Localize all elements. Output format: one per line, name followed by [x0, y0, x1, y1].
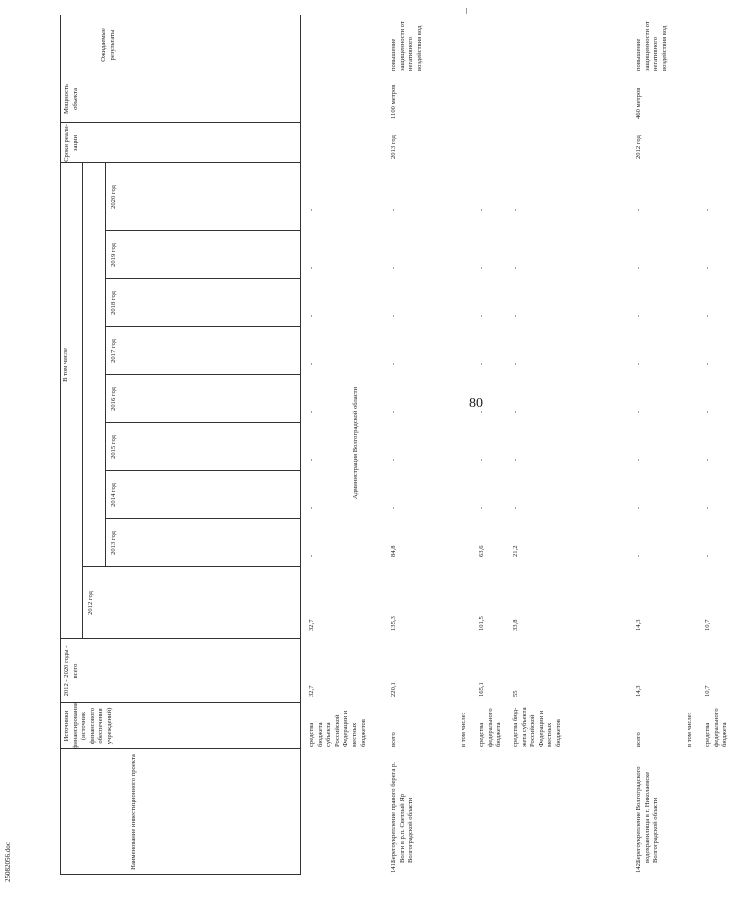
- project-row-value: -: [704, 208, 711, 211]
- project-row-total: 55: [512, 690, 519, 697]
- table-top-border: [60, 15, 61, 875]
- project-row-value: -: [635, 314, 642, 317]
- top-row-value: -: [308, 362, 315, 365]
- document-filename: 25082056.doc: [4, 842, 12, 882]
- project-row-value: -: [478, 458, 485, 461]
- project-row-value: 14,3: [635, 619, 642, 631]
- project-row-source: в том числе:: [460, 712, 467, 747]
- header-year-2015: 2015 год: [110, 435, 117, 459]
- project-row-total: 165,1: [478, 682, 485, 697]
- col-line: [105, 518, 300, 519]
- project-row-value: -: [478, 506, 485, 509]
- project-row-source: средства федерального бюджета: [704, 708, 729, 747]
- project-name: Берегоукрепление правого берега р. Волги в р.п. Светлый Яр Волгоградской области: [390, 762, 415, 863]
- project-row-source: всего: [390, 732, 397, 747]
- project-row-value: -: [478, 362, 485, 365]
- col-line: [105, 230, 300, 231]
- years-top-border: [82, 163, 83, 639]
- project-row-value: -: [704, 314, 711, 317]
- project-row-value: 135,3: [390, 616, 397, 631]
- project-row-value: -: [390, 362, 397, 365]
- project-row-source: средства бюд-жета субъекта Российской Федерации и местных бюджетов: [512, 707, 562, 747]
- project-row-value: -: [390, 506, 397, 509]
- project-row-value: 10,7: [704, 619, 711, 631]
- project-row-value: -: [512, 208, 519, 211]
- top-row-value: -: [308, 458, 315, 461]
- project-results: повышение защищенности от негативного воздействия вод: [635, 21, 668, 71]
- project-name: Берегоукрепление Волгоградского водохранилища в г. Николаевске Волгоградской области: [635, 766, 660, 863]
- project-terms: 2013 год: [390, 135, 397, 159]
- project-row-value: -: [478, 208, 485, 211]
- header-capacity: Мощность объекта: [63, 84, 79, 114]
- project-row-value: -: [512, 266, 519, 269]
- project-row-value: -: [390, 458, 397, 461]
- project-row-value: -: [635, 410, 642, 413]
- project-row-value: 33,8: [512, 619, 519, 631]
- project-row-value: -: [704, 362, 711, 365]
- project-row-value: -: [704, 506, 711, 509]
- top-row-value: -: [308, 314, 315, 317]
- project-row-value: -: [478, 410, 485, 413]
- project-row-value: -: [512, 506, 519, 509]
- project-row-value: -: [635, 208, 642, 211]
- header-year-2014: 2014 год: [110, 483, 117, 507]
- project-capacity: 1100 метров: [390, 84, 397, 119]
- top-row-value: 32,7: [308, 619, 315, 631]
- col-line: [60, 162, 300, 163]
- project-row-value: 21,2: [512, 545, 519, 557]
- col-line: [60, 122, 300, 123]
- header-year-2018: 2018 год: [110, 291, 117, 315]
- project-row-value: 101,5: [478, 616, 485, 631]
- header-year-2017: 2017 год: [110, 339, 117, 363]
- top-row-value: -: [308, 266, 315, 269]
- project-row-value: -: [512, 458, 519, 461]
- project-row-value: -: [704, 458, 711, 461]
- header-project-name: Наименование инвестиционного проекта: [130, 754, 137, 870]
- col-line: [105, 278, 300, 279]
- top-row-value: -: [308, 208, 315, 211]
- project-row-value: -: [704, 266, 711, 269]
- header-terms: Сроки реали-зации: [63, 124, 79, 162]
- col-line: [105, 422, 300, 423]
- header-funding-source: Источники финансирования (источник финансового обеспечения учреждений): [63, 702, 113, 749]
- project-row-value: -: [704, 410, 711, 413]
- project-row-total: 220,1: [390, 682, 397, 697]
- top-row-value: -: [308, 506, 315, 509]
- col-line: [105, 470, 300, 471]
- header-results: Ожидаемые результаты: [100, 28, 116, 62]
- scan-mark: [466, 8, 467, 14]
- header-total: 2012 - 2020 годы - всего: [63, 645, 79, 697]
- project-row-value: -: [390, 266, 397, 269]
- project-row-value: -: [390, 208, 397, 211]
- header-including: В том числе: [62, 348, 69, 382]
- project-row-total: 14,3: [635, 685, 642, 697]
- project-row-value: -: [635, 506, 642, 509]
- project-row-value: 63,6: [478, 545, 485, 557]
- project-row-value: -: [512, 410, 519, 413]
- admin-row-label: Администрация Волгоградской области: [352, 386, 359, 499]
- project-row-value: 84,8: [390, 545, 397, 557]
- project-row-value: -: [635, 362, 642, 365]
- project-row-value: -: [390, 314, 397, 317]
- project-row-source: средства федерального бюджета: [478, 708, 503, 747]
- project-row-value: -: [512, 362, 519, 365]
- col-line: [105, 326, 300, 327]
- project-row-value: -: [478, 266, 485, 269]
- project-terms: 2012 год: [635, 135, 642, 159]
- project-row-value: -: [635, 266, 642, 269]
- project-number: 142.: [635, 861, 642, 873]
- top-row-value: -: [308, 554, 315, 557]
- top-row-source: средства бюджета субъекта Российской Федерации и местных бюджетов: [308, 710, 367, 747]
- project-row-value: -: [704, 554, 711, 557]
- project-row-value: -: [635, 458, 642, 461]
- col-line: [60, 874, 300, 875]
- col-line: [60, 638, 300, 639]
- header-year-2019: 2019 год: [110, 243, 117, 267]
- project-row-value: -: [478, 314, 485, 317]
- project-row-source: всего: [635, 732, 642, 747]
- project-capacity: 460 метров: [635, 87, 642, 119]
- page-number: 80: [469, 396, 483, 411]
- top-row-total: 32,7: [308, 685, 315, 697]
- header-year-2016: 2016 год: [110, 387, 117, 411]
- project-row-value: -: [635, 554, 642, 557]
- including-bottom-border: [105, 163, 106, 567]
- header-bottom-border: [300, 15, 301, 875]
- top-row-value: -: [308, 410, 315, 413]
- project-row-source: в том числе:: [686, 712, 693, 747]
- project-results: повышение защищенности от негативного воздействия вод: [390, 21, 423, 71]
- project-row-value: -: [390, 410, 397, 413]
- project-number: 141.: [390, 861, 397, 873]
- header-year-2012: 2012 год: [87, 591, 94, 615]
- col-line: [105, 374, 300, 375]
- rotated-table: [60, 15, 729, 875]
- header-year-2013: 2013 год: [110, 531, 117, 555]
- project-row-total: 10,7: [704, 685, 711, 697]
- header-year-2020: 2020 год: [110, 185, 117, 209]
- project-row-value: -: [512, 314, 519, 317]
